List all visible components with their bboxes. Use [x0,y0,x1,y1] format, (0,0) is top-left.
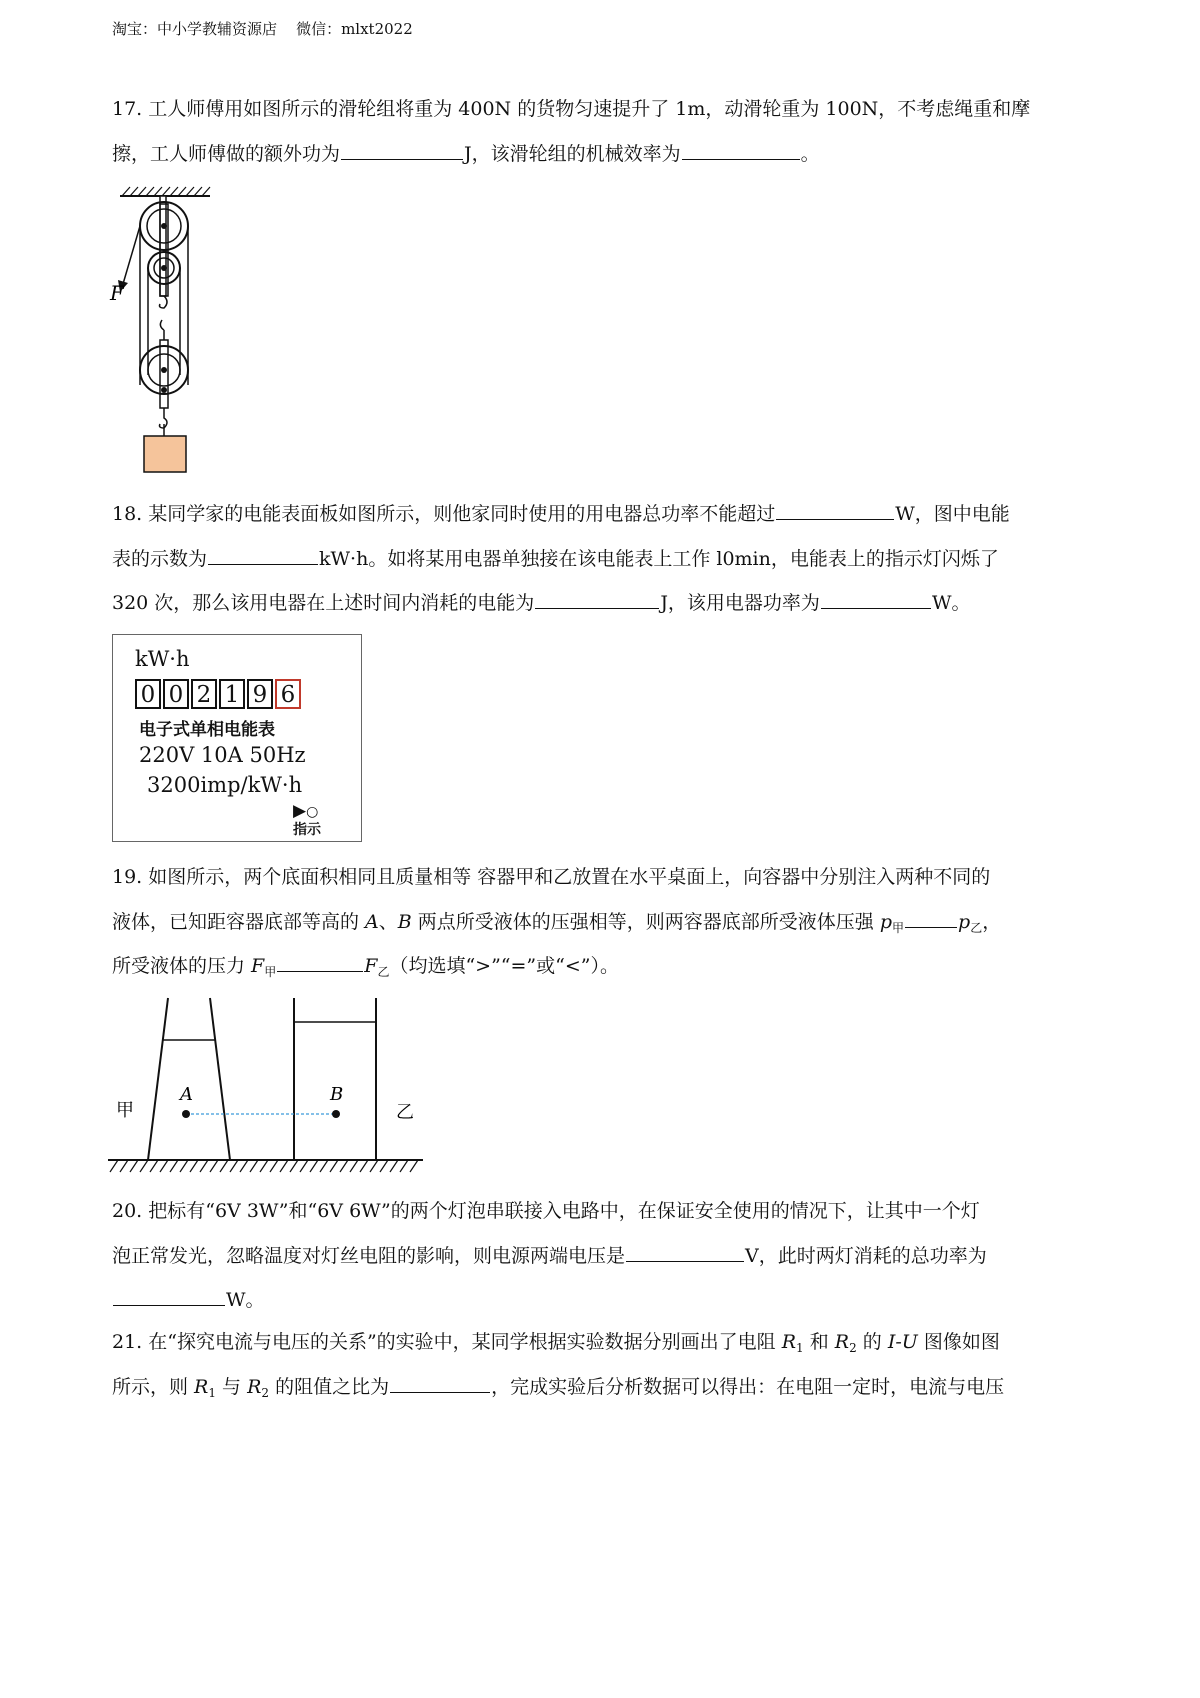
point-b-dot [332,1110,340,1118]
q20-text: 泡正常发光，忽略温度对灯丝电阻的影响，则电源两端电压是 [112,1245,626,1267]
q19-text: 液体，已知距容器底部等高的 [112,911,366,933]
q19-text: （均选填“>”“=”或“<”）。 [389,955,619,977]
q18-text: J，该用电器功率为 [660,592,820,614]
q17-text: 。 [800,143,820,165]
meter-digit: 9 [247,679,273,709]
q21-text: 图像如图 [917,1331,1000,1353]
indicator-light-icon: ▶○ [293,801,319,821]
meter-digit: 1 [219,679,245,709]
q17-blank-efficiency [682,141,800,160]
q18-text: 320 次，那么该用电器在上述时间内消耗的电能为 [112,592,535,614]
q19-blank-pressure [905,909,957,928]
pulley-block-figure [108,180,228,480]
point-a-label: A [180,1084,193,1105]
meter-unit: kW·h [135,647,190,671]
meter-digit: 2 [191,679,217,709]
q18-text: 表的示数为 [112,548,208,570]
meter-decimal-digit: 6 [275,679,301,709]
q19-line2 [112,909,1102,940]
q19-text: 两点所受液体的压强相等，则两容器底部所受液体压强 [411,911,880,933]
indicator-label: 指示 [293,822,321,838]
q18-blank-energy [535,590,659,609]
q19-line1: 19. 如图所示，两个底面积相同且质量相等 容器甲和乙放置在水平桌面上，向容器中分别注入两种不同的 [112,866,991,888]
q21-symbol-r: R [194,1376,209,1398]
page-header: 淘宝：中小学教辅资源店 微信：mlxt2022 [112,20,413,38]
q19-line3 [112,953,1102,984]
q18-text: W。 [931,592,971,614]
q18-blank-reading [208,546,318,565]
q17-line1: 17. 工人师傅用如图所示的滑轮组将重为 400N 的货物匀速提升了 1m，动滑轮重为 100N，不考虑绳重和摩 [112,98,1031,120]
meter-digit: 0 [163,679,189,709]
containers-figure [108,990,428,1190]
q18-blank-power [821,590,931,609]
q18-blank-max-power [776,501,894,520]
q18-line3 [112,590,1102,615]
meter-digits [135,679,301,709]
q19-sub: 乙 [970,921,983,935]
q19-point-b: B [397,911,412,933]
point-a-dot [182,1110,190,1118]
q21-text: 与 [216,1376,248,1398]
q21-symbol-r: R [247,1376,262,1398]
q21-sub: 1 [208,1386,216,1400]
q20-line2 [112,1243,1102,1268]
q19-symbol-f: F [364,955,378,977]
q17-blank-extra-work [341,141,463,160]
q19-symbol-p: p [958,911,971,933]
q18-text: 18. 某同学家的电能表面板如图所示，则他家同时使用的用电器总功率不能超过 [112,503,776,525]
q18-line2 [112,546,1102,571]
force-label-f: F [110,281,124,305]
q21-text: 的阻值之比为 [269,1376,390,1398]
q21-text: 21. 在“探究电流与电压的关系”的实验中，某同学根据实验数据分别画出了电阻 [112,1331,782,1353]
meter-spec-constant: 3200imp/kW·h [147,773,303,797]
q18-text: kW·h。如将某用电器单独接在该电能表上工作 l0min，电能表上的指示灯闪烁了 [319,548,999,570]
q20-text: W。 [226,1289,265,1311]
q20-blank-total-power [113,1287,225,1306]
q19-sub: 甲 [892,921,905,935]
q19-sub: 乙 [377,965,390,979]
q21-text: 所示，则 [112,1376,195,1398]
q17-text: 擦，工人师傅做的额外功为 [112,143,341,165]
q20-line3 [112,1287,1102,1312]
q21-symbol-r: R [781,1331,797,1353]
q19-text: 所受液体的压力 [112,955,252,977]
meter-digit: 0 [135,679,161,709]
meter-title: 电子式单相电能表 [139,720,275,740]
q21-symbol-r: R [834,1331,850,1353]
q17-text: J，该滑轮组的机械效率为 [464,143,681,165]
q20-text: V，此时两灯消耗的总功率为 [745,1245,987,1267]
q19-text: ， [982,911,1002,933]
q19-sub: 甲 [264,965,277,979]
q21-text: 的 [856,1331,888,1353]
q19-blank-force [277,953,363,972]
q19-symbol-f: F [251,955,265,977]
q21-line1 [112,1330,1102,1360]
q21-blank-ratio [390,1374,490,1393]
q21-sub: 2 [849,1341,857,1355]
energy-meter-panel [112,634,362,842]
q21-line2 [112,1374,1102,1405]
q17-line2 [112,141,1102,166]
q20-line1: 20. 把标有“6V 3W”和“6V 6W”的两个灯泡串联接入电路中，在保证安全使用的情况下，让其中一个灯 [112,1200,980,1222]
q18-text: W，图中电能 [895,503,1010,525]
q21-sub: 2 [261,1386,270,1400]
q18-line1 [112,501,1102,526]
container-jia-label: 甲 [116,1100,134,1121]
q19-point-a: A [365,911,379,933]
q20-blank-voltage [626,1243,744,1262]
container-yi-label: 乙 [396,1102,414,1123]
q21-text: 和 [803,1331,835,1353]
q21-iu: I-U [887,1331,918,1353]
q19-symbol-p: p [879,911,893,933]
point-b-label: B [330,1084,344,1105]
q21-text: ，完成实验后分析数据可以得出：在电阻一定时，电流与电压 [491,1376,1005,1398]
q21-sub: 1 [796,1341,804,1355]
meter-spec-rating: 220V 10A 50Hz [139,743,306,767]
q19-text: 、 [378,911,398,933]
